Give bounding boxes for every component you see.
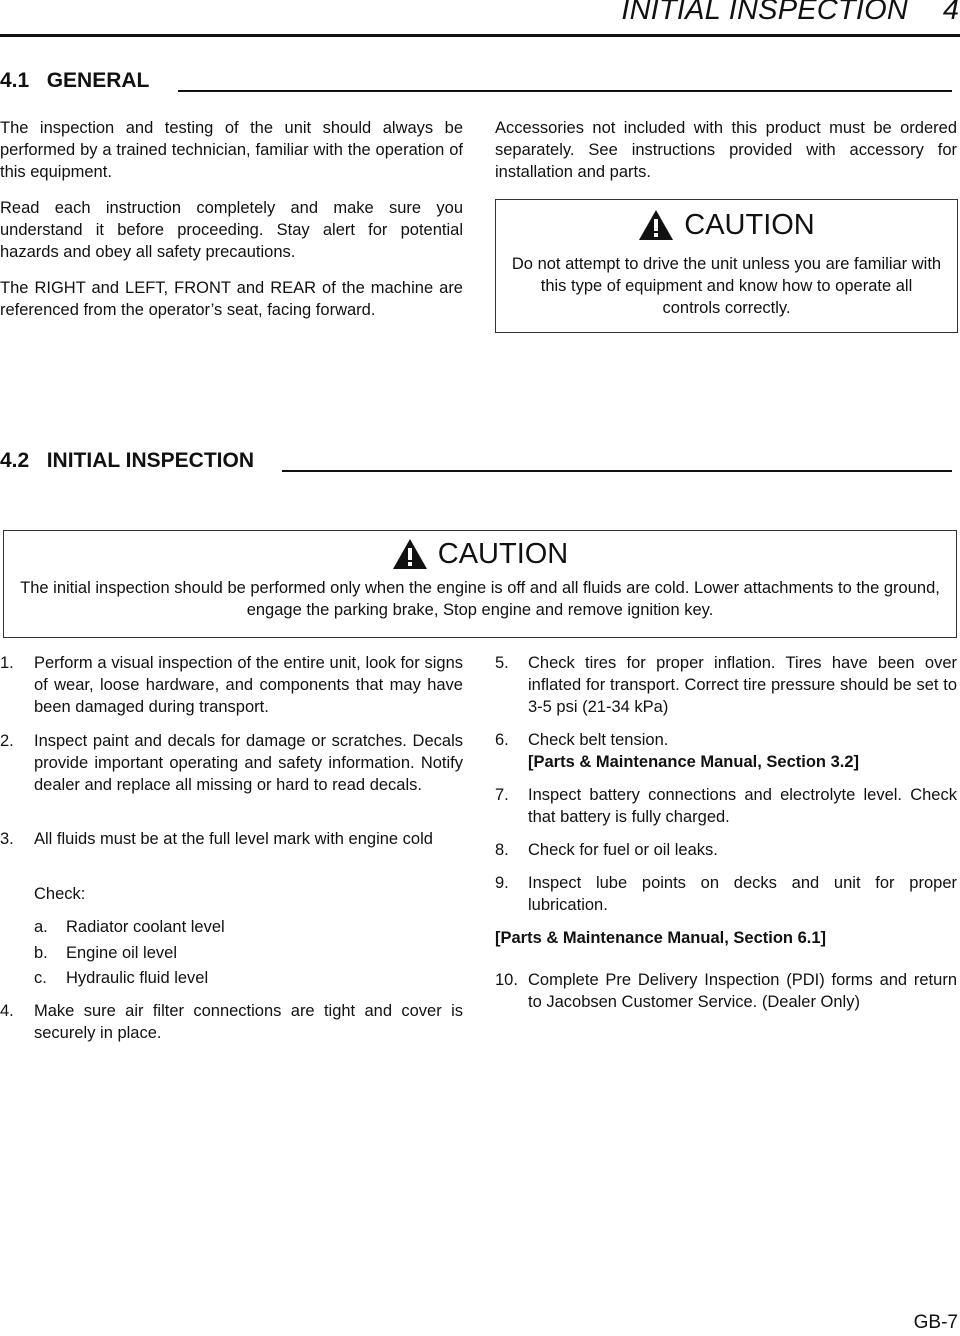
manual-reference: [Parts & Maintenance Manual, Section 3.2] <box>528 753 859 771</box>
sub-item-letter: a. <box>34 918 48 936</box>
check-label: Check: <box>34 885 86 903</box>
list-item-8 <box>495 839 957 861</box>
list-item-4 <box>0 1000 463 1046</box>
item-text: Check tires for proper inflation. Tires have been over inflated for transport. Correct tire pressure should be set to 3-5 psi (21-34 kPa) <box>528 654 957 716</box>
sub-item-letter: b. <box>34 944 48 962</box>
list-item-7 <box>495 784 957 830</box>
item-number: 1. <box>0 654 14 672</box>
item-number: 7. <box>495 786 509 804</box>
sub-item-c <box>34 967 334 989</box>
item-text: Make sure air filter connections are tight and cover is securely in place. <box>34 1002 463 1042</box>
item-text: Complete Pre Delivery Inspection (PDI) forms and return to Jacobsen Customer Service. (Dealer Only) <box>528 971 957 1011</box>
item-number: 10. <box>495 971 518 989</box>
item-number: 9. <box>495 874 509 892</box>
page-header-title: INITIAL INSPECTION <box>621 0 908 26</box>
list-item-9 <box>495 872 957 918</box>
list-item-5 <box>495 652 957 722</box>
page-number: GB-7 <box>913 1312 958 1333</box>
item-number: 8. <box>495 841 509 859</box>
item-text: Inspect paint and decals for damage or scratches. Decals provide important operating and safety information. Notify dealer and replace all missing or hard to read decals. <box>34 732 463 794</box>
item-number: 2. <box>0 732 14 750</box>
sub-item-text: Hydraulic fluid level <box>66 969 209 987</box>
caution-header <box>496 208 957 242</box>
chapter-number: 4 <box>942 0 959 26</box>
list-item-6 <box>495 729 957 775</box>
warning-triangle-icon <box>638 209 674 241</box>
section-4-2-heading: 4.2 INITIAL INSPECTION <box>0 449 254 472</box>
sub-item-a <box>34 916 334 938</box>
caution-title: CAUTION <box>437 538 569 570</box>
item-text: Perform a visual inspection of the entire unit, look for signs of wear, loose hardware, and components that may have been damaged during transport. <box>34 654 463 716</box>
section-4-1-heading: 4.1 GENERAL <box>0 69 150 92</box>
caution-text: Do not attempt to drive the unit unless you are familiar with this type of equipment and know how to operate all controls correctly. <box>511 255 942 317</box>
item-text: All fluids must be at the full level mark with engine cold <box>34 830 433 848</box>
item-number: 6. <box>495 731 509 749</box>
item-text: Check belt tension. <box>528 731 669 749</box>
manual-reference: [Parts & Maintenance Manual, Section 6.1] <box>495 929 826 947</box>
warning-triangle-icon <box>392 538 428 570</box>
caution-box-general <box>495 199 958 333</box>
item-number: 5. <box>495 654 509 672</box>
sub-item-letter: c. <box>34 969 47 987</box>
general-paragraph-1: The inspection and testing of the unit should always be performed by a trained technician, familiar with the operation of this equipment. <box>0 119 463 181</box>
item-text: Check for fuel or oil leaks. <box>528 841 718 859</box>
accessories-paragraph: Accessories not included with this product must be ordered separately. See instructions provided with accessory for installation and parts. <box>495 119 957 181</box>
sub-item-text: Radiator coolant level <box>66 918 225 936</box>
general-paragraph-2: Read each instruction completely and make sure you understand it before proceeding. Stay alert for potential hazards and obey all safety precautions. <box>0 199 463 261</box>
caution-text: The initial inspection should be performed only when the engine is off and all fluids are cold. Lower attachments to the ground, engage the parking brake, Stop engine and remove ignition key. <box>20 579 940 619</box>
item-text: Inspect battery connections and electrolyte level. Check that battery is fully charged. <box>528 786 957 826</box>
caution-box-inspection <box>3 530 957 638</box>
section-rule <box>178 90 952 92</box>
list-item-2 <box>0 730 463 820</box>
item-number: 3. <box>0 830 14 848</box>
item-text: Inspect lube points on decks and unit for proper lubrication. <box>528 874 957 914</box>
list-item-3 <box>0 828 463 874</box>
caution-header <box>4 537 956 571</box>
list-item-1 <box>0 652 463 722</box>
sub-item-b <box>34 942 334 964</box>
sub-item-text: Engine oil level <box>66 944 177 962</box>
item-text-block <box>528 729 957 773</box>
general-paragraph-3: The RIGHT and LEFT, FRONT and REAR of the machine are referenced from the operator’s seat, facing forward. <box>0 279 463 319</box>
list-item-10 <box>495 969 957 1015</box>
caution-title: CAUTION <box>684 209 815 241</box>
header-rule <box>0 34 960 37</box>
item-number: 4. <box>0 1002 14 1020</box>
section-rule <box>282 470 952 472</box>
